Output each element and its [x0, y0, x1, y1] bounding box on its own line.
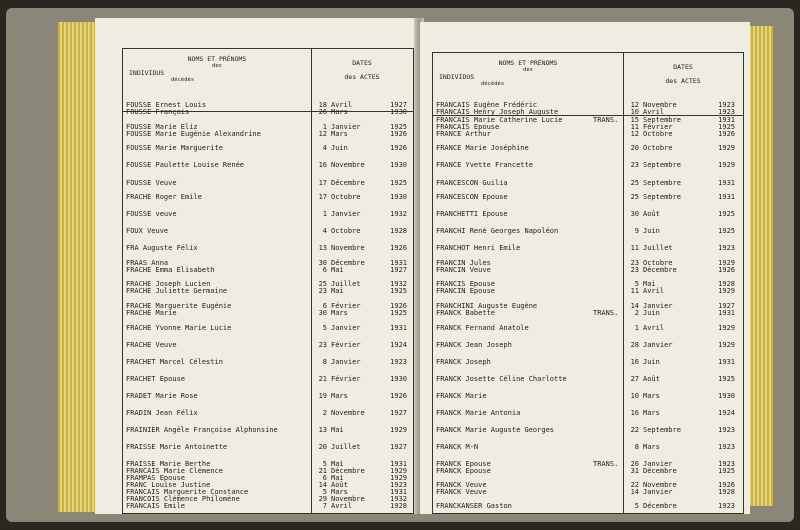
entry-day: 5	[322, 488, 327, 496]
entry-day: 25	[630, 193, 639, 201]
entry-year: 1926	[718, 266, 735, 274]
entry-day: 15	[630, 116, 639, 124]
entry-month: Août	[643, 210, 660, 218]
entry-name: FRANCHETTI Epouse	[436, 210, 508, 218]
entry-year: 1926	[718, 130, 735, 138]
entry-month: Décembre	[331, 467, 365, 475]
entry-month: Septembre	[643, 161, 681, 169]
entry-month: Mars	[643, 443, 660, 451]
entry-month: Novembre	[331, 161, 365, 169]
entry-day: 16	[630, 358, 639, 366]
entry-year: 1926	[390, 302, 407, 310]
entry-day: 9	[634, 227, 639, 235]
entry-name: FRANCE Yvette Francette	[436, 161, 533, 169]
entry-name: FRANCK Epouse	[436, 467, 491, 475]
entry-year: 1929	[718, 161, 735, 169]
entry-year: 1929	[718, 259, 735, 267]
entry-month: Février	[331, 302, 361, 310]
entry-day: 2	[634, 309, 639, 317]
entry-name: FRANCAIS Epouse	[436, 123, 500, 131]
entry-month: Novembre	[643, 101, 677, 109]
entry-year: 1929	[718, 324, 735, 332]
entry-day: 12	[630, 101, 639, 109]
entry-name: FRACHET Marcel Célestin	[126, 358, 223, 366]
entry-year: 1931	[390, 259, 407, 267]
entry-day: 23	[318, 287, 327, 295]
entry-month: Mai	[331, 460, 344, 468]
entry-name: FRACHE Joseph Lucien	[126, 280, 211, 288]
entry-name: FOUSSE Marie Marguerite	[126, 144, 223, 152]
entry-name: FRACHE Yvonne Marie Lucie	[126, 324, 232, 332]
entry-name: FOUSSE veuve	[126, 210, 177, 218]
entry-name: FRANCE Arthur	[436, 130, 491, 138]
entry-month: Septembre	[643, 179, 681, 187]
entry-year: 1926	[390, 392, 407, 400]
entry-day: 18	[318, 101, 327, 109]
entry-year: 1926	[390, 244, 407, 252]
entry-day: 16	[630, 409, 639, 417]
entry-year: 1928	[390, 502, 407, 510]
entry-month: Mars	[643, 409, 660, 417]
entry-day: 25	[318, 280, 327, 288]
entry-name: FRANCK Joseph	[436, 358, 491, 366]
entry-year: 1923	[390, 481, 407, 489]
entry-name: FRACHE Roger Emile	[126, 193, 202, 201]
entry-day: 23	[630, 266, 639, 274]
entry-year: 1930	[390, 375, 407, 383]
entry-day: 1	[322, 123, 327, 131]
entry-month: Novembre	[331, 244, 365, 252]
entry-day: 1	[322, 210, 327, 218]
entry-day: 29	[318, 495, 327, 503]
entry-day: 26	[318, 108, 327, 116]
entry-year: 1928	[390, 227, 407, 235]
entry-year: 1927	[390, 101, 407, 109]
entry-name: FRANCAIS Eugène Frédéric	[436, 101, 538, 109]
entry-day: 13	[318, 426, 327, 434]
entry-name: FRACHE Marguerite Eugénie	[126, 302, 232, 310]
entry-name: FOUSSE Ernest Louis	[126, 101, 207, 109]
entry-month: Avril	[643, 324, 665, 332]
entry-month: Juin	[643, 227, 660, 235]
entry-day: 27	[630, 375, 639, 383]
entry-name: FOUX Veuve	[126, 227, 169, 235]
entry-month: Mars	[331, 130, 348, 138]
entry-year: 1927	[390, 409, 407, 417]
names-header: NOMS ET PRÉNOMS des INDIVIDUS décédés	[439, 59, 558, 87]
entry-year: 1931	[390, 460, 407, 468]
entry-year: 1923	[718, 426, 735, 434]
entry-month: Février	[331, 375, 361, 383]
entry-month: Avril	[643, 108, 665, 116]
entry-day: 23	[630, 259, 639, 267]
entry-month: Juillet	[331, 443, 361, 451]
entry-year: 1930	[390, 193, 407, 201]
entry-year: 1930	[390, 108, 407, 116]
entry-year: 1925	[718, 123, 735, 131]
entry-year: 1925	[390, 123, 407, 131]
entry-year: 1923	[718, 460, 735, 468]
page-edges-left	[58, 22, 98, 512]
entry-month: Novembre	[331, 495, 365, 503]
entry-day: 5	[322, 324, 327, 332]
entry-month: Décembre	[643, 502, 677, 510]
entry-month: Avril	[331, 101, 353, 109]
entry-year: 1923	[718, 108, 735, 116]
entry-year: 1931	[718, 116, 735, 124]
entry-year: 1929	[390, 474, 407, 482]
entry-name: FRANCK Josette Céline Charlotte	[436, 375, 567, 383]
entry-year: 1924	[718, 409, 735, 417]
entry-day: 12	[318, 130, 327, 138]
entry-day: 8	[322, 358, 327, 366]
entry-name: FOUSSE François	[126, 108, 190, 116]
entry-month: Octobre	[643, 144, 673, 152]
dates-header: DATES des ACTES	[344, 59, 380, 81]
entry-year: 1926	[390, 144, 407, 152]
entry-year: 1929	[390, 426, 407, 434]
entry-name: FRANCHI René Georges Napoléon	[436, 227, 559, 235]
entry-name: FRANCAIS Marie Catherine Lucie	[436, 116, 563, 124]
entry-month: Septembre	[643, 193, 681, 201]
entry-name: FRACHET Epouse	[126, 375, 186, 383]
entry-day: 7	[322, 502, 327, 510]
entry-day: 30	[630, 210, 639, 218]
entry-month: Mai	[331, 474, 344, 482]
entry-name: FRANCAIS Marie Clémence	[126, 467, 223, 475]
entry-year: 1931	[718, 193, 735, 201]
entry-name: FRANCESCON Guilia	[436, 179, 508, 187]
entry-name: FRANC Louise Justine	[126, 481, 211, 489]
entry-day: 19	[318, 392, 327, 400]
entry-name: FRANCAIS Marguerite Constance	[126, 488, 249, 496]
entry-month: Janvier	[643, 341, 673, 349]
entry-day: 11	[630, 123, 639, 131]
entry-month: Juin	[331, 144, 348, 152]
entry-day: 31	[630, 467, 639, 475]
entry-name: FRACHE Veuve	[126, 341, 177, 349]
entry-name: FRA Auguste Félix	[126, 244, 198, 252]
entry-year: 1925	[718, 227, 735, 235]
entry-name: FRADET Marie Rose	[126, 392, 198, 400]
entry-name: FRANCK Babette	[436, 309, 496, 317]
entry-year: 1929	[718, 341, 735, 349]
entry-day: 10	[630, 108, 639, 116]
entry-day: 4	[322, 227, 327, 235]
entry-year: 1930	[718, 392, 735, 400]
names-header: NOMS ET PRÉNOMS des INDIVIDUS décédés	[129, 55, 247, 83]
entry-month: Janvier	[643, 488, 673, 496]
entry-month: Octobre	[331, 227, 361, 235]
entry-month: Octobre	[643, 259, 673, 267]
entry-year: 1923	[718, 244, 735, 252]
entry-year: 1929	[390, 467, 407, 475]
entry-month: Juillet	[331, 280, 361, 288]
entry-day: 26	[630, 460, 639, 468]
entry-year: 1925	[390, 179, 407, 187]
entry-month: Avril	[331, 502, 353, 510]
entry-name: FRANCK Jean Joseph	[436, 341, 512, 349]
entry-year: 1932	[390, 210, 407, 218]
entry-day: 5	[634, 280, 639, 288]
entry-name: FRANCK Veuve	[436, 488, 487, 496]
entry-day: 8	[634, 443, 639, 451]
entry-day: 30	[318, 309, 327, 317]
entry-day: 21	[318, 375, 327, 383]
entry-name: FRANCK Marie Antonia	[436, 409, 521, 417]
entry-month: Février	[643, 123, 673, 131]
entry-name: FRANCHOT Henri Emile	[436, 244, 521, 252]
entry-month: Janvier	[643, 460, 673, 468]
entry-month: Mars	[331, 392, 348, 400]
entry-year: 1931	[390, 324, 407, 332]
entry-day: 5	[634, 502, 639, 510]
entry-name: FRANCK Veuve	[436, 481, 487, 489]
entry-name: FRANCAIS Henry Joseph Auguste	[436, 108, 559, 116]
entry-month: Juin	[643, 358, 660, 366]
entry-month: Janvier	[331, 123, 361, 131]
entry-day: 6	[322, 474, 327, 482]
entry-name: FRANCK Marie	[436, 392, 487, 400]
entry-day: 10	[630, 392, 639, 400]
entry-name: FRANCIN Epouse	[436, 287, 496, 295]
entry-day: 1	[634, 324, 639, 332]
entry-day: 22	[630, 481, 639, 489]
entry-month: Avril	[643, 287, 665, 295]
entry-name: FRANCK Marie Auguste Georges	[436, 426, 555, 434]
entry-day: 20	[318, 443, 327, 451]
right-page	[420, 22, 750, 514]
entry-name: FOUSSE Veuve	[126, 179, 177, 187]
entry-month: Décembre	[643, 467, 677, 475]
entry-year: 1927	[390, 266, 407, 274]
entry-name: FRANCIN Jules	[436, 259, 491, 267]
entry-year: 1926	[390, 130, 407, 138]
entry-year: 1930	[390, 161, 407, 169]
entry-day: 20	[630, 144, 639, 152]
entry-name: FRAAS Anna	[126, 259, 169, 267]
entry-month: Janvier	[331, 324, 361, 332]
entry-year: 1923	[718, 443, 735, 451]
entry-name: FRANCIS Epouse	[436, 280, 496, 288]
entry-month: Septembre	[643, 426, 681, 434]
entry-month: Mars	[643, 392, 660, 400]
entry-month: Janvier	[331, 358, 361, 366]
entry-name: FRANCK Fernand Anatole	[436, 324, 529, 332]
entry-month: Juin	[643, 309, 660, 317]
entry-name: FRANCIN Veuve	[436, 266, 491, 274]
entry-month: Mars	[331, 309, 348, 317]
entry-year: 1925	[718, 210, 735, 218]
entry-trans-mark: TRANS.	[593, 460, 619, 468]
entry-day: 12	[630, 130, 639, 138]
entry-month: Juillet	[643, 244, 673, 252]
entry-name: FRANCOIS Clémence Philomène	[126, 495, 240, 503]
entry-name: FRAINIER Angèle Françoise Alphonsine	[126, 426, 278, 434]
entry-name: FRANCKANSER Gaston	[436, 502, 512, 510]
entry-name: FOUSSE Marie Eliz	[126, 123, 198, 131]
entry-day: 11	[630, 244, 639, 252]
entry-year: 1925	[390, 287, 407, 295]
entry-month: Mars	[331, 488, 348, 496]
entry-year: 1929	[718, 287, 735, 295]
entry-month: Décembre	[643, 266, 677, 274]
entry-day: 13	[318, 244, 327, 252]
entry-day: 2	[322, 409, 327, 417]
entry-day: 23	[630, 161, 639, 169]
entry-month: Janvier	[643, 302, 673, 310]
entry-day: 14	[318, 481, 327, 489]
entry-year: 1929	[718, 144, 735, 152]
entry-day: 28	[630, 341, 639, 349]
entry-day: 17	[318, 193, 327, 201]
entry-day: 4	[322, 144, 327, 152]
entry-name: FRADIN Jean Félix	[126, 409, 198, 417]
entry-year: 1928	[718, 488, 735, 496]
entry-month: Octobre	[331, 193, 361, 201]
entry-month: Octobre	[643, 130, 673, 138]
entry-day: 23	[318, 341, 327, 349]
entry-year: 1931	[390, 488, 407, 496]
entry-year: 1924	[390, 341, 407, 349]
entry-year: 1925	[390, 309, 407, 317]
entry-name: FRANCE Marie Joséphine	[436, 144, 529, 152]
entry-day: 5	[322, 460, 327, 468]
entry-day: 11	[630, 287, 639, 295]
left-page	[95, 18, 417, 514]
entry-month: Février	[331, 341, 361, 349]
entry-year: 1923	[390, 358, 407, 366]
entry-day: 14	[630, 488, 639, 496]
entry-month: Mai	[643, 280, 656, 288]
entry-name: FRACHE Marie	[126, 309, 177, 317]
entry-name: FRAISSE Marie Antoinette	[126, 443, 228, 451]
entry-day: 30	[318, 259, 327, 267]
entry-year: 1931	[718, 179, 735, 187]
entry-year: 1932	[390, 280, 407, 288]
entry-day: 21	[318, 467, 327, 475]
entry-month: Décembre	[331, 179, 365, 187]
entry-year: 1925	[718, 467, 735, 475]
entry-month: Septembre	[643, 116, 681, 124]
entry-name: FRANCK Epouse	[436, 460, 491, 468]
entry-month: Novembre	[331, 409, 365, 417]
entry-year: 1923	[718, 502, 735, 510]
entry-year: 1932	[390, 495, 407, 503]
entry-month: Août	[643, 375, 660, 383]
entry-year: 1931	[718, 358, 735, 366]
entry-month: Janvier	[331, 210, 361, 218]
entry-year: 1931	[718, 309, 735, 317]
entry-name: FRACHE Emma Elisabeth	[126, 266, 215, 274]
entry-year: 1927	[718, 302, 735, 310]
entry-year: 1926	[718, 481, 735, 489]
entry-month: Mai	[331, 266, 344, 274]
entry-name: FRAMPAS Epouse	[126, 474, 186, 482]
entry-day: 17	[318, 179, 327, 187]
entry-trans-mark: TRANS.	[593, 116, 619, 124]
entry-year: 1925	[718, 375, 735, 383]
entry-month: Décembre	[331, 259, 365, 267]
entry-name: FRACHE Juliette Germaine	[126, 287, 228, 295]
entry-day: 25	[630, 179, 639, 187]
entry-month: Novembre	[643, 481, 677, 489]
entry-name: FRAISSE Marie Berthe	[126, 460, 211, 468]
entry-month: Mai	[331, 287, 344, 295]
entry-year: 1928	[718, 280, 735, 288]
entry-name: FRANCK M-N	[436, 443, 479, 451]
dates-header: DATES des ACTES	[665, 63, 701, 85]
entry-month: Août	[331, 481, 348, 489]
entry-day: 14	[630, 302, 639, 310]
entry-trans-mark: TRANS.	[593, 309, 619, 317]
entry-name: FRANCAIS Emile	[126, 502, 186, 510]
entry-day: 6	[322, 266, 327, 274]
entry-month: Mars	[331, 108, 348, 116]
entry-day: 16	[318, 161, 327, 169]
entry-name: FRANCHINI Auguste Eugène	[436, 302, 538, 310]
entry-year: 1927	[390, 443, 407, 451]
entry-name: FOUSSE Marie Eugénie Alexandrine	[126, 130, 261, 138]
entry-name: FRANCESCON Epouse	[436, 193, 508, 201]
entry-month: Mai	[331, 426, 344, 434]
entry-name: FOUSSE Paulette Louise Renée	[126, 161, 245, 169]
entry-year: 1923	[718, 101, 735, 109]
entry-day: 6	[322, 302, 327, 310]
entry-day: 22	[630, 426, 639, 434]
